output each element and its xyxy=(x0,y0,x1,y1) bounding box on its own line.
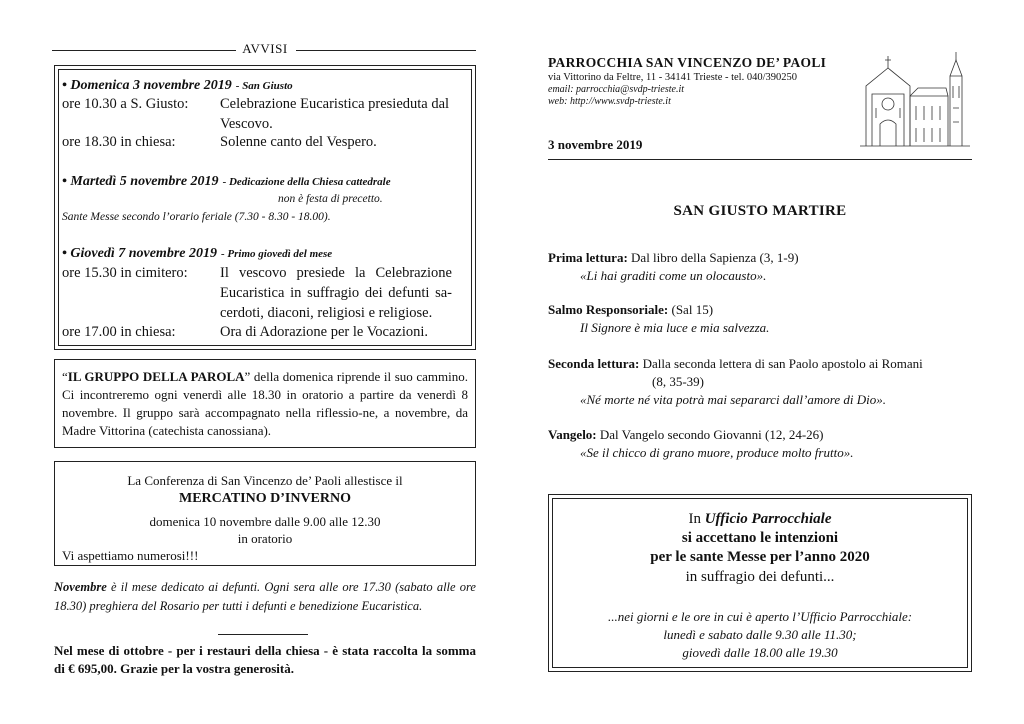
parish-address: via Vittorino da Feltre, 11 - 34141 Trieste - tel. 040/390250 xyxy=(548,72,798,83)
reading-3-label: Seconda lettura: xyxy=(548,356,640,371)
office-line-4: in suffragio dei defunti... xyxy=(685,569,835,585)
reading-4-label: Vangelo: xyxy=(548,427,597,442)
event-3-row-1-time: ore 15.30 in cimitero: xyxy=(62,265,188,281)
church-drawing-icon xyxy=(858,46,974,150)
avvisi-rule-right xyxy=(296,50,476,51)
reading-1-text: Dal libro della Sapienza (3, 1-9) xyxy=(627,250,799,265)
novembre-body: è il mese dedicato ai defunti. Ogni sera alle ore 17.30 (sabato alle ore 18.30) preghiera del Rosario per tutti i defunti e benedizione Eucaristica. xyxy=(54,580,476,613)
office-line-3: per le sante Messe per l’anno 2020 xyxy=(650,549,870,565)
event-1-row-2-desc: Solenne canto del Vespero. xyxy=(220,134,377,150)
reading-2 xyxy=(548,301,978,337)
reading-3-text-2: (8, 35-39) xyxy=(652,374,704,389)
event-2-subtitle: - Dedicazione della Chiesa cattedrale xyxy=(222,176,391,188)
event-2-note-2: Sante Messe secondo l’orario feriale (7.30 - 8.30 - 18.00). xyxy=(62,211,331,223)
office-hours-1: ...nei giorni e le ore in cui è aperto l’Ufficio Parrocchiale: xyxy=(607,609,913,624)
event-1-subtitle: - San Giusto xyxy=(235,80,293,92)
office-hours-2: lunedì e sabato dalle 9.30 alle 11.30; xyxy=(663,627,857,642)
mercatino-line-1: La Conferenza di San Vincenzo de’ Paoli allestisce il xyxy=(127,473,403,488)
gruppo-body: ” della domenica riprende il suo cammino. Ci incontreremo ogni venerdì alle 18.30 in oratorio a partire da venerdì 8 novembre. Il gruppo sarà accompagnato nella riflessio-ne, a novembre, da Madre Vittorina (catechista canossiana). xyxy=(62,369,468,438)
parish-web: web: http://www.svdp-trieste.it xyxy=(548,96,671,107)
mercatino-line-4: Vi aspettiamo numerosi!!! xyxy=(62,548,199,563)
reading-4 xyxy=(548,426,978,462)
reading-2-text: (Sal 15) xyxy=(668,302,714,317)
event-3-title: • Giovedì 7 novembre 2019 xyxy=(62,246,217,261)
ottobre-note: Nel mese di ottobre - per i restauri della chiesa - è stata raccolta la somma di € 695,00. Grazie per la vostra generosità. xyxy=(54,643,476,676)
office-line-2: si accettano le intenzioni xyxy=(681,530,839,546)
avvisi-rule-left xyxy=(52,50,236,51)
event-2-note: non è festa di precetto. xyxy=(278,193,383,205)
office-in: In xyxy=(688,511,705,527)
event-1-row-2 xyxy=(62,132,462,152)
reading-1-label: Prima lettura: xyxy=(548,250,628,265)
mercatino-title: MERCATINO D’INVERNO xyxy=(178,491,352,506)
event-1-header xyxy=(62,76,293,94)
event-2-header xyxy=(62,172,391,190)
gruppo-quote-open: “ xyxy=(62,369,68,384)
event-3-row-2-desc: Ora di Adorazione per le Vocazioni. xyxy=(220,324,429,340)
novembre-note xyxy=(54,578,476,615)
gruppo-text xyxy=(62,368,468,440)
event-3-row-1-desc: Il vescovo presiede la Celebrazione Eucaristica in suffragio dei defunti sa-cerdoti, diaconi, religiosi e religiose. xyxy=(220,265,452,321)
event-2-title: • Martedì 5 novembre 2019 xyxy=(62,174,219,189)
reading-4-text: Dal Vangelo secondo Giovanni (12, 24-26) xyxy=(596,427,824,442)
feast-title: SAN GIUSTO MARTIRE xyxy=(673,203,847,219)
event-3-row-2 xyxy=(62,322,462,342)
event-3-row-1 xyxy=(62,263,462,323)
mercatino-line-2: domenica 10 novembre dalle 9.00 alle 12.30 xyxy=(149,514,381,529)
reading-1 xyxy=(548,249,978,285)
avvisi-title: AVVISI xyxy=(242,41,288,56)
office-title: Ufficio Parrocchiale xyxy=(704,511,832,527)
reading-3-quote: «Né morte né vita potrà mai separarci dall’amore di Dio». xyxy=(580,392,886,407)
event-3-header xyxy=(62,244,332,262)
reading-1-quote: «Li hai graditi come un olocausto». xyxy=(580,268,767,283)
office-hours-3: giovedì dalle 18.00 alle 19.30 xyxy=(682,645,838,660)
event-1-row-1-desc: Celebrazione Eucaristica presieduta dal Vescovo. xyxy=(220,96,450,132)
event-3-row-2-time: ore 17.00 in chiesa: xyxy=(62,324,176,340)
mercatino-line-3: in oratorio xyxy=(237,531,293,546)
reading-2-label: Salmo Responsoriale: xyxy=(548,302,669,317)
bulletin-date: 3 novembre 2019 xyxy=(548,137,643,152)
event-1-row-1 xyxy=(62,94,462,134)
parish-email: email: parrocchia@svdp-trieste.it xyxy=(548,84,685,95)
reading-3-text: Dalla seconda lettera di san Paolo apostolo ai Romani xyxy=(639,356,923,371)
reading-4-quote: «Se il chicco di grano muore, produce molto frutto». xyxy=(580,445,854,460)
event-1-row-1-time: ore 10.30 a S. Giusto: xyxy=(62,96,189,112)
separator-rule xyxy=(218,634,308,635)
novembre-lead: Novembre xyxy=(54,580,107,594)
event-1-row-2-time: ore 18.30 in chiesa: xyxy=(62,134,176,150)
header-rule xyxy=(548,159,972,160)
gruppo-name: IL GRUPPO DELLA PAROLA xyxy=(67,369,245,384)
event-1-title: • Domenica 3 novembre 2019 xyxy=(62,78,232,93)
reading-2-quote: Il Signore è mia luce e mia salvezza. xyxy=(580,320,770,335)
office-line-1 xyxy=(552,511,968,528)
parish-name: PARROCCHIA SAN VINCENZO DE’ PAOLI xyxy=(548,55,827,70)
event-3-subtitle: - Primo giovedì del mese xyxy=(220,248,333,260)
reading-3 xyxy=(548,355,978,409)
